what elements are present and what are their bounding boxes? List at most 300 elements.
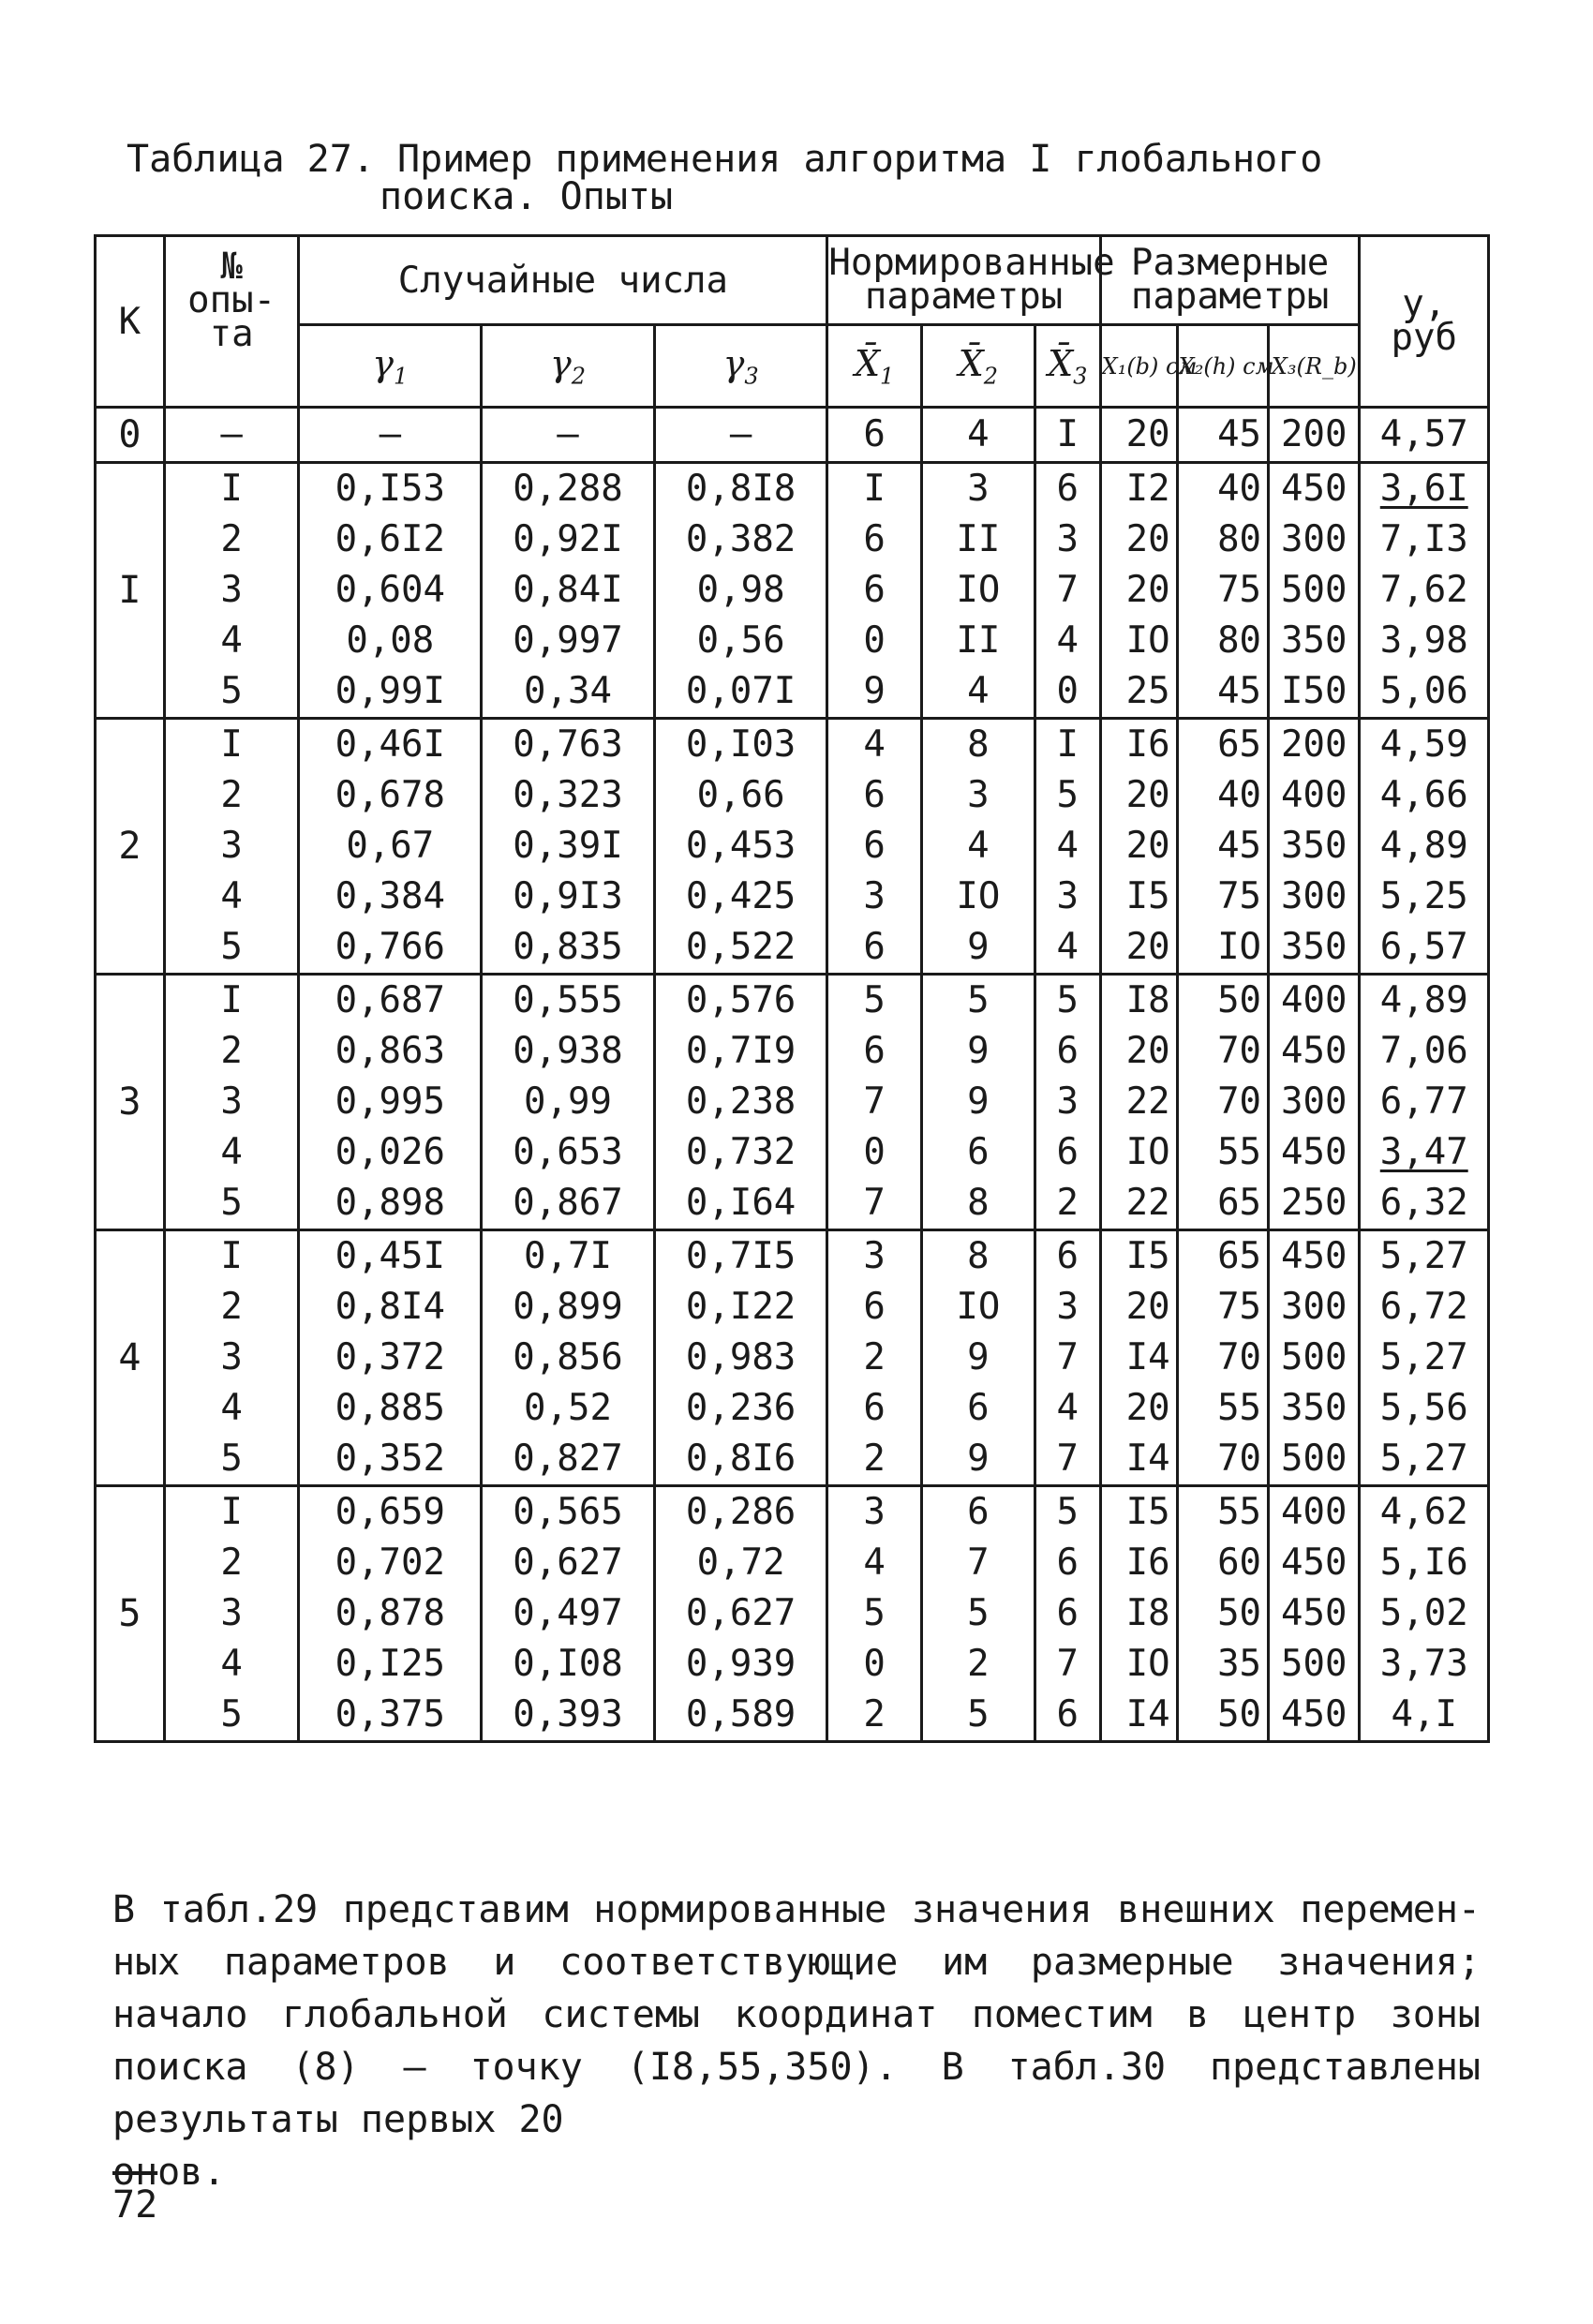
cell-x1: 6 [827,565,921,616]
page-number: 72 [112,2183,158,2227]
cell-X1: I5 [1100,1230,1177,1283]
cell-y: 4,89 [1360,821,1489,872]
cell-X3: 350 [1269,821,1360,872]
caption-line-1: Таблица 27. Пример применения алгоритма I глобального [127,138,1323,181]
cell-g2: 0,899 [482,1282,655,1333]
cell-g3: 0,627 [654,1588,827,1639]
cell-x1: 5 [827,975,921,1027]
table-row [96,1690,1489,1742]
header-xbar-2: $X̄_2$ [921,325,1035,408]
cell-g3: 0,732 [654,1127,827,1178]
header-k: К [96,236,165,408]
cell-x3: 5 [1035,1486,1100,1539]
table-row [96,1486,1489,1539]
cell-x2: 5 [921,1588,1035,1639]
cell-x3: 7 [1035,1333,1100,1383]
cell-g1: 0,8I4 [299,1282,482,1333]
cell-g2: 0,827 [482,1434,655,1486]
header-experiment-number: № опы-та [164,236,299,408]
cell-g1: 0,678 [299,770,482,821]
cell-X1: I6 [1100,719,1177,771]
cell-x3: 6 [1035,1588,1100,1639]
cell-g1: 0,I53 [299,463,482,515]
cell-g1: 0,995 [299,1077,482,1127]
cell-num: 2 [164,1026,299,1077]
cell-x1: 3 [827,1230,921,1283]
cell-g1: 0,604 [299,565,482,616]
cell-x2: IO [921,1282,1035,1333]
cell-g1: 0,352 [299,1434,482,1486]
cell-g2: 0,835 [482,922,655,975]
cell-X2: 55 [1177,1127,1268,1178]
cell-num: 5 [164,666,299,719]
cell-X1: I2 [1100,463,1177,515]
cell-X3: 200 [1269,408,1360,463]
table-row [96,565,1489,616]
cell-num: 4 [164,616,299,666]
cell-x2: 8 [921,1178,1035,1230]
table-row [96,616,1489,666]
caption-line-2: поиска. Опыты [380,175,674,218]
cell-x1: 6 [827,1383,921,1434]
cell-x3: I [1035,408,1100,463]
cell-g1: 0,687 [299,975,482,1027]
cell-g1: 0,08 [299,616,482,666]
cell-x1: 2 [827,1434,921,1486]
cell-X3: 300 [1269,1077,1360,1127]
cell-g2: 0,653 [482,1127,655,1178]
table-row [96,872,1489,922]
cell-g2: 0,9I3 [482,872,655,922]
cell-num: 4 [164,872,299,922]
cell-X3: I50 [1269,666,1360,719]
cell-x3: 2 [1035,1178,1100,1230]
cell-num: 2 [164,1538,299,1588]
cell-g2: 0,997 [482,616,655,666]
cell-x2: 9 [921,922,1035,975]
header-x1-b-cm: X₁(b) см [1100,325,1177,408]
cell-x2: 6 [921,1486,1035,1539]
cell-y: 7,I3 [1360,514,1489,565]
cell-X2: 75 [1177,872,1268,922]
cell-g1: 0,6I2 [299,514,482,565]
cell-X3: 300 [1269,872,1360,922]
cell-g2: 0,627 [482,1538,655,1588]
cell-g2: 0,565 [482,1486,655,1539]
cell-g3: 0,589 [654,1690,827,1742]
cell-X1: IO [1100,1127,1177,1178]
experiments-table [94,234,1490,1743]
cell-X3: 300 [1269,1282,1360,1333]
cell-num: – [164,408,299,463]
cell-X2: 70 [1177,1077,1268,1127]
cell-g1: 0,885 [299,1383,482,1434]
cell-y [1360,463,1489,515]
table-row [96,821,1489,872]
cell-X3: 450 [1269,1127,1360,1178]
cell-num: 2 [164,514,299,565]
cell-X2: 40 [1177,463,1268,515]
cell-g3: 0,8I8 [654,463,827,515]
cell-g3: 0,7I9 [654,1026,827,1077]
cell-x1: 6 [827,514,921,565]
table-row [96,1333,1489,1383]
cell-x2: II [921,514,1035,565]
cell-g1: 0,878 [299,1588,482,1639]
cell-X1: 20 [1100,922,1177,975]
cell-num: 5 [164,1178,299,1230]
cell-g3: 0,I03 [654,719,827,771]
cell-x3: 4 [1035,1383,1100,1434]
header-xbar-1: $X̄_1$ [827,325,921,408]
cell-g3: 0,72 [654,1538,827,1588]
cell-num: 4 [164,1127,299,1178]
cell-g3: 0,I64 [654,1178,827,1230]
header-gamma-3: $\gamma_3$ [654,325,827,408]
cell-X2: 50 [1177,1690,1268,1742]
cell-x2: 9 [921,1026,1035,1077]
cell-y: 4,66 [1360,770,1489,821]
cell-g3: – [654,408,827,463]
table-row [96,1026,1489,1077]
cell-x3: 6 [1035,1230,1100,1283]
cell-num: 3 [164,1077,299,1127]
cell-g1: 0,372 [299,1333,482,1383]
cell-g3: 0,7I5 [654,1230,827,1283]
table-row [96,1230,1489,1283]
cell-x1: I [827,463,921,515]
cell-num: 3 [164,565,299,616]
table-row-baseline [96,408,1489,463]
cell-g2: 0,92I [482,514,655,565]
cell-k: 4 [96,1230,165,1486]
paragraph-struck-prefix: он [112,2151,158,2194]
header-gamma-1: $\gamma_1$ [299,325,482,408]
cell-x3: I [1035,719,1100,771]
cell-g3: 0,425 [654,872,827,922]
cell-g3: 0,56 [654,616,827,666]
cell-X1: 25 [1100,666,1177,719]
cell-y: 7,06 [1360,1026,1489,1077]
cell-y: 6,32 [1360,1178,1489,1230]
cell-x3: 6 [1035,1538,1100,1588]
cell-X1: I8 [1100,975,1177,1027]
cell-X2: 45 [1177,821,1268,872]
cell-x2: 4 [921,666,1035,719]
cell-x3: 4 [1035,922,1100,975]
cell-g2: 0,763 [482,719,655,771]
cell-g2: – [482,408,655,463]
cell-x1: 6 [827,1026,921,1077]
cell-g1: 0,46I [299,719,482,771]
cell-g3: 0,8I6 [654,1434,827,1486]
cell-X1: 20 [1100,514,1177,565]
cell-x1: 6 [827,408,921,463]
cell-x1: 7 [827,1178,921,1230]
cell-y: 4,59 [1360,719,1489,771]
cell-X3: 400 [1269,1486,1360,1539]
cell-g2: 0,7I [482,1230,655,1283]
table-row [96,1077,1489,1127]
cell-g3: 0,453 [654,821,827,872]
cell-X1: 20 [1100,821,1177,872]
cell-x3: 6 [1035,1690,1100,1742]
header-normalized-parameters: Нормированные параметры [827,236,1100,325]
cell-x3: 3 [1035,1282,1100,1333]
cell-x1: 0 [827,1639,921,1690]
cell-x2: II [921,616,1035,666]
cell-x2: IO [921,565,1035,616]
cell-g2: 0,555 [482,975,655,1027]
cell-x1: 6 [827,821,921,872]
cell-num: 3 [164,821,299,872]
cell-x2: IO [921,872,1035,922]
cell-X3: 500 [1269,565,1360,616]
cell-X2: 55 [1177,1383,1268,1434]
cell-X1: I4 [1100,1690,1177,1742]
paragraph-text: В табл.29 представим нормированные значения внешних перемен-ных параметров и соответствующие им размерные значения; начало глобальной системы координат поместим в центр зоны поиска (8) – точку (I8,55,350). В табл.30 представлены результаты первых 20 [112,1888,1481,2141]
cell-x2: 6 [921,1127,1035,1178]
cell-num: I [164,975,299,1027]
cell-X2: 50 [1177,975,1268,1027]
cell-x3: 6 [1035,463,1100,515]
cell-X1: 20 [1100,408,1177,463]
cell-x1: 9 [827,666,921,719]
cell-g1: 0,026 [299,1127,482,1178]
table-row [96,1178,1489,1230]
cell-x3: 4 [1035,821,1100,872]
cell-num: I [164,1486,299,1539]
table-row [96,463,1489,515]
cell-x1: 3 [827,872,921,922]
cell-y [1360,1127,1489,1178]
table-row [96,1434,1489,1486]
cell-x3: 4 [1035,616,1100,666]
cell-y: 5,I6 [1360,1538,1489,1588]
table-row [96,1383,1489,1434]
cell-X2: 45 [1177,666,1268,719]
cell-g3: 0,07I [654,666,827,719]
cell-x1: 2 [827,1333,921,1383]
table-row [96,1639,1489,1690]
cell-x1: 6 [827,922,921,975]
cell-num: 3 [164,1333,299,1383]
table-row [96,1282,1489,1333]
cell-X3: 250 [1269,1178,1360,1230]
underlined-value: 3,6I [1379,468,1468,510]
cell-g1: 0,I25 [299,1639,482,1690]
header-x3-rb: X₃(R_b) [1269,325,1360,408]
table-body [96,408,1489,1742]
cell-x2: 2 [921,1639,1035,1690]
cell-x1: 3 [827,1486,921,1539]
cell-x1: 6 [827,1282,921,1333]
cell-g2: 0,288 [482,463,655,515]
cell-X1: I6 [1100,1538,1177,1588]
table-header [96,236,1489,408]
cell-x1: 0 [827,616,921,666]
cell-y: 6,57 [1360,922,1489,975]
cell-x3: 5 [1035,975,1100,1027]
header-random-numbers: Случайные числа [299,236,827,325]
cell-X3: 450 [1269,1538,1360,1588]
cell-x3: 3 [1035,872,1100,922]
cell-X2: 70 [1177,1333,1268,1383]
table-row [96,1538,1489,1588]
cell-y: 4,I [1360,1690,1489,1742]
cell-X2: 65 [1177,1178,1268,1230]
cell-x1: 5 [827,1588,921,1639]
cell-g1: 0,659 [299,1486,482,1539]
cell-x2: 5 [921,1690,1035,1742]
cell-g3: 0,238 [654,1077,827,1127]
table-row [96,719,1489,771]
cell-g1: 0,766 [299,922,482,975]
cell-g3: 0,576 [654,975,827,1027]
cell-x1: 2 [827,1690,921,1742]
cell-g2: 0,99 [482,1077,655,1127]
cell-X3: 350 [1269,922,1360,975]
cell-x2: 7 [921,1538,1035,1588]
cell-X3: 350 [1269,616,1360,666]
cell-k: 3 [96,975,165,1230]
cell-x2: 9 [921,1077,1035,1127]
cell-g2: 0,867 [482,1178,655,1230]
cell-g3: 0,522 [654,922,827,975]
cell-g2: 0,497 [482,1588,655,1639]
cell-x3: 7 [1035,565,1100,616]
cell-X1: 20 [1100,1282,1177,1333]
cell-y: 5,27 [1360,1434,1489,1486]
cell-g3: 0,939 [654,1639,827,1690]
cell-y: 5,06 [1360,666,1489,719]
cell-y: 6,77 [1360,1077,1489,1127]
cell-g3: 0,382 [654,514,827,565]
cell-X1: I8 [1100,1588,1177,1639]
cell-X2: 80 [1177,616,1268,666]
cell-g2: 0,938 [482,1026,655,1077]
cell-X1: IO [1100,1639,1177,1690]
header-dimensional-parameters: Размерные параметры [1100,236,1360,325]
cell-X3: 400 [1269,975,1360,1027]
table-row [96,770,1489,821]
cell-X2: 50 [1177,1588,1268,1639]
cell-x3: 6 [1035,1127,1100,1178]
cell-num: 3 [164,1588,299,1639]
cell-g2: 0,393 [482,1690,655,1742]
cell-x1: 7 [827,1077,921,1127]
cell-X3: 500 [1269,1333,1360,1383]
cell-X2: 35 [1177,1639,1268,1690]
cell-x2: 8 [921,1230,1035,1283]
cell-y: 4,62 [1360,1486,1489,1539]
cell-g2: 0,856 [482,1333,655,1383]
cell-g1: 0,45I [299,1230,482,1283]
cell-X1: IO [1100,616,1177,666]
cell-y: 3,73 [1360,1639,1489,1690]
cell-X1: 20 [1100,565,1177,616]
cell-g3: 0,98 [654,565,827,616]
cell-g1: 0,384 [299,872,482,922]
cell-x3: 5 [1035,770,1100,821]
cell-g3: 0,66 [654,770,827,821]
cell-X2: 60 [1177,1538,1268,1588]
cell-y: 5,27 [1360,1230,1489,1283]
cell-g2: 0,I08 [482,1639,655,1690]
cell-X2: 70 [1177,1026,1268,1077]
cell-x3: 3 [1035,1077,1100,1127]
cell-g3: 0,286 [654,1486,827,1539]
cell-X2: 75 [1177,565,1268,616]
cell-x2: 3 [921,463,1035,515]
table-row [96,1588,1489,1639]
cell-y: 5,02 [1360,1588,1489,1639]
cell-num: 5 [164,922,299,975]
cell-x2: 4 [921,408,1035,463]
cell-x1: 0 [827,1127,921,1178]
cell-num: 4 [164,1639,299,1690]
cell-y: 4,89 [1360,975,1489,1027]
header-gamma-2: $\gamma_2$ [482,325,655,408]
cell-num: 2 [164,770,299,821]
cell-y: 3,98 [1360,616,1489,666]
cell-g2: 0,52 [482,1383,655,1434]
cell-g1: 0,99I [299,666,482,719]
cell-X2: 75 [1177,1282,1268,1333]
cell-X1: 22 [1100,1178,1177,1230]
cell-num: I [164,463,299,515]
cell-x2: 3 [921,770,1035,821]
cell-g2: 0,323 [482,770,655,821]
cell-X1: 20 [1100,1026,1177,1077]
cell-X3: 300 [1269,514,1360,565]
cell-X1: 20 [1100,1383,1177,1434]
cell-X3: 450 [1269,1690,1360,1742]
cell-X3: 200 [1269,719,1360,771]
table-row [96,975,1489,1027]
cell-X2: 80 [1177,514,1268,565]
cell-g1: – [299,408,482,463]
cell-X2: 45 [1177,408,1268,463]
cell-g1: 0,863 [299,1026,482,1077]
cell-x3: 7 [1035,1434,1100,1486]
paragraph-tail: ов. [157,2151,226,2194]
cell-X3: 450 [1269,1026,1360,1077]
cell-x2: 5 [921,975,1035,1027]
cell-X1: I4 [1100,1434,1177,1486]
cell-num: 4 [164,1383,299,1434]
header-xbar-3: $X̄_3$ [1035,325,1100,408]
cell-y: 5,56 [1360,1383,1489,1434]
cell-X1: 20 [1100,770,1177,821]
cell-x2: 9 [921,1333,1035,1383]
cell-X1: I4 [1100,1333,1177,1383]
cell-y: 6,72 [1360,1282,1489,1333]
cell-X3: 350 [1269,1383,1360,1434]
cell-X3: 450 [1269,463,1360,515]
table-row [96,514,1489,565]
cell-X1: I5 [1100,872,1177,922]
header-y-rub: у, руб [1360,236,1489,408]
cell-y: 5,27 [1360,1333,1489,1383]
cell-num: 5 [164,1434,299,1486]
cell-g1: 0,898 [299,1178,482,1230]
cell-x1: 4 [827,1538,921,1588]
cell-g3: 0,983 [654,1333,827,1383]
cell-x2: 4 [921,821,1035,872]
cell-X2: IO [1177,922,1268,975]
cell-g2: 0,84I [482,565,655,616]
